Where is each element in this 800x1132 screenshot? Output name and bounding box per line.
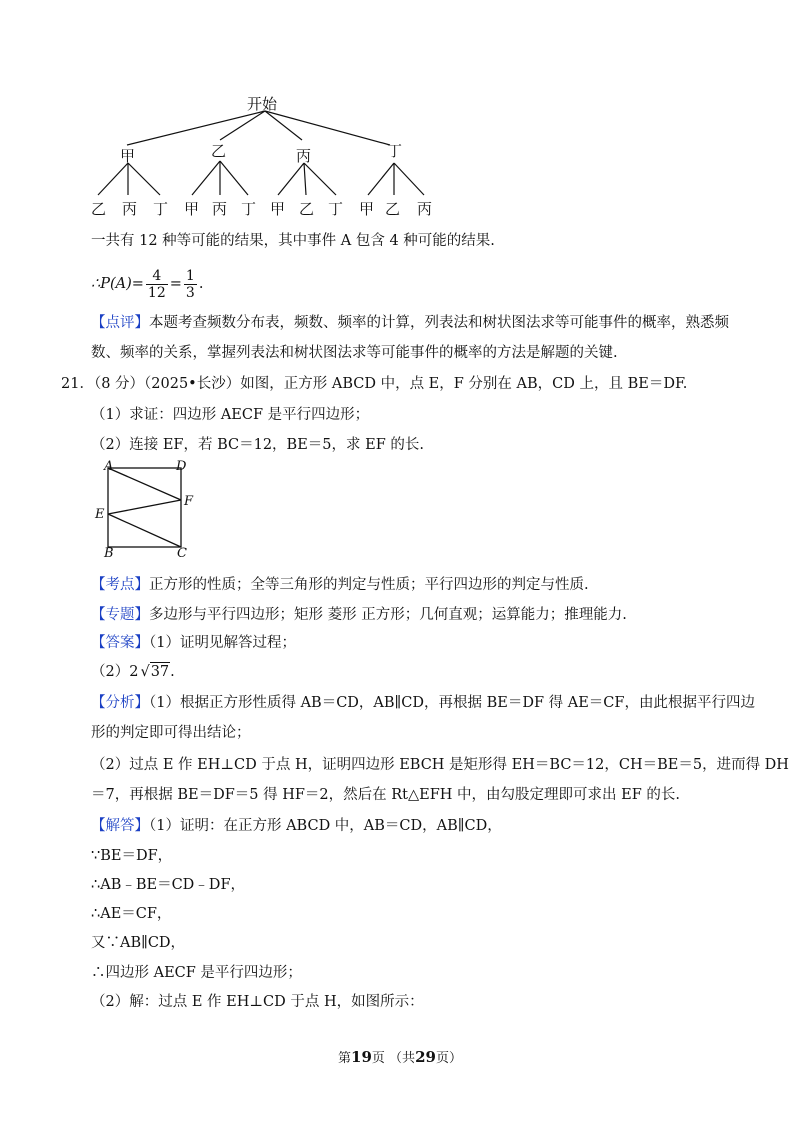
fenxi-line-2: 形的判定即可得出结论；: [91, 725, 251, 741]
tree-node: 丁: [387, 142, 403, 160]
point-label-A: A: [104, 459, 114, 474]
jieda-tag: 【解答】: [91, 818, 149, 834]
kaodian-line: 【考点】正方形的性质；全等三角形的判定与性质；平行四边形的判定与性质.: [91, 577, 589, 593]
step-3: ∴AE＝CF，: [91, 906, 172, 922]
page-number: 19: [351, 1048, 372, 1066]
comment-line-1: 【点评】本题考查频数分布表，频数、频率的计算，列表法和树状图法求等可能事件的概率，熟悉频: [91, 315, 729, 331]
answer-tag: 【答案】: [91, 635, 149, 651]
fraction-4-12: $\frac{4}{12}$: [147, 267, 166, 301]
tree-leaf: 甲: [359, 200, 375, 218]
tree-node: 甲: [120, 147, 136, 165]
question-21-part1: （1）求证：四边形 AECF 是平行四边形；: [91, 407, 370, 423]
tree-leaf: 丙: [417, 200, 433, 218]
question-21-header: 21．（8 分）（2025•长沙）如图，正方形 ABCD 中，点 E，F 分别在 AB，CD 上，且 BE＝DF.: [61, 376, 688, 392]
page-footer: 第19页 （共29页）: [338, 1048, 462, 1066]
tree-leaf: 乙: [385, 200, 401, 218]
fenxi-tag: 【分析】: [91, 695, 149, 711]
kaodian-tag: 【考点】: [91, 577, 149, 593]
step-2: ∴AB﹣BE＝CD﹣DF，: [91, 877, 245, 893]
comment-line-2: 数、频率的关系，掌握列表法和树状图法求等可能事件的概率的方法是解题的关键.: [91, 345, 618, 361]
zhuanti-line: 【专题】多边形与平行四边形；矩形 菱形 正方形；几何直观；运算能力；推理能力.: [91, 607, 627, 623]
fenxi-line-4: ＝7，再根据 BE＝DF＝5 得 HF＝2，然后在 Rt△EFH 中，由勾股定理即可求出 EF 的长.: [91, 787, 681, 803]
step-4: 又∵AB∥CD，: [91, 935, 186, 951]
fenxi-line-1: 【分析】（1）根据正方形性质得 AB＝CD，AB∥CD，再根据 BE＝DF 得 AE＝CF，由此根据平行四边: [91, 695, 755, 711]
tree-leaf: 乙: [91, 200, 107, 218]
fenxi-line-3: （2）过点 E 作 EH⊥CD 于点 H，证明四边形 EBCH 是矩形得 EH＝BC＝12，CH＝BE＝5，进而得 DH: [91, 757, 789, 773]
tree-leaf: 丁: [153, 200, 169, 218]
jieda-line-1: 【解答】（1）证明：在正方形 ABCD 中，AB＝CD，AB∥CD，: [91, 818, 502, 834]
tree-leaf: 甲: [270, 200, 286, 218]
prob-prefix: ∴P(A)=: [91, 276, 144, 292]
probability-formula: ∴P(A)= $\frac{4}{12}$ = $\frac{1}{3}$ .: [91, 267, 204, 301]
tree-leaf: 丙: [212, 200, 228, 218]
page-total: 29: [415, 1048, 436, 1066]
count-line: 一共有 12 种等可能的结果，其中事件 A 包含 4 种可能的结果.: [91, 233, 495, 249]
tree-leaf: 丁: [328, 200, 344, 218]
comment-tag: 【点评】: [91, 315, 149, 331]
tree-leaf: 丙: [122, 200, 138, 218]
tree-leaf: 甲: [184, 200, 200, 218]
sqrt-37: 37: [150, 664, 170, 680]
question-21-part2: （2）连接 EF，若 BC＝12，BE＝5，求 EF 的长.: [91, 437, 424, 453]
answer-line: 【答案】（1）证明见解答过程；: [91, 635, 296, 651]
point-label-C: C: [177, 546, 187, 561]
tree-leaf: 乙: [299, 200, 315, 218]
fraction-1-3: $\frac{1}{3}$: [185, 267, 195, 301]
tree-root: 开始: [247, 95, 278, 113]
answer-line-2: （2）2 √37.: [91, 664, 175, 680]
zhuanti-tag: 【专题】: [91, 607, 149, 623]
tree-leaf: 丁: [241, 200, 257, 218]
point-label-F: F: [184, 494, 194, 509]
step-5: ∴四边形 AECF 是平行四边形；: [91, 965, 302, 981]
step-6: （2）解：过点 E 作 EH⊥CD 于点 H，如图所示：: [91, 994, 424, 1010]
point-label-B: B: [104, 546, 114, 561]
point-label-D: D: [176, 459, 187, 474]
tree-node: 乙: [211, 142, 227, 160]
point-label-E: E: [95, 507, 105, 522]
step-1: ∵BE＝DF，: [91, 848, 173, 864]
tree-node: 丙: [296, 147, 312, 165]
